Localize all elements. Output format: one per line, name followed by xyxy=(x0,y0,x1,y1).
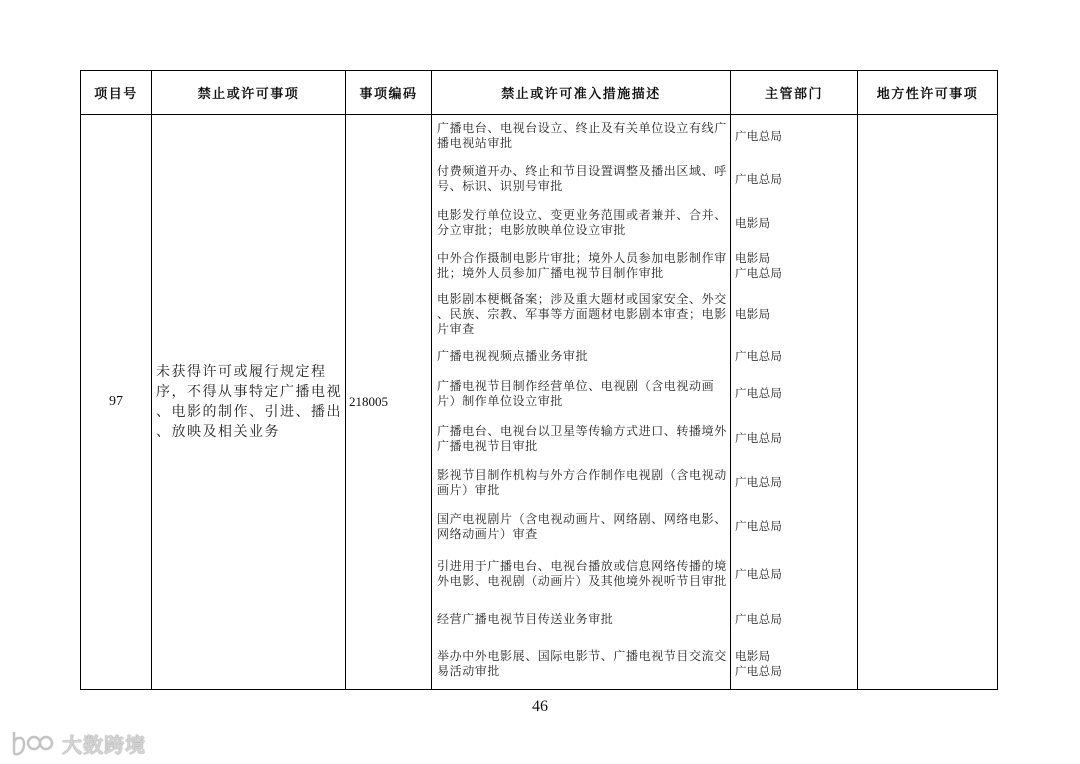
measure-description xyxy=(432,549,730,599)
brand-logo-icon xyxy=(8,728,56,758)
page-number: 46 xyxy=(532,698,548,715)
measure-description xyxy=(432,504,730,549)
measure-description-line: 引进用于广播电台、电视台播放或信息网络传播的境 xyxy=(437,559,727,573)
item-description-line: 序，不得从事特定广播电视 xyxy=(156,384,342,400)
measure-description-line: 举办中外电影展、国际电影节、广播电视节目交流交 xyxy=(437,649,727,663)
measure-description-line: 易活动审批 xyxy=(437,664,501,678)
measure-department xyxy=(731,416,857,461)
item-description-line: 、电影的制作、引进、播出 xyxy=(156,404,342,420)
departments-column xyxy=(731,115,858,689)
measure-description-line: 号、标识、识别号审批 xyxy=(437,179,564,193)
measure-description xyxy=(432,416,730,461)
item-description-line: 未获得许可或履行规定程 xyxy=(156,364,327,380)
header-item-number: 项目号 xyxy=(81,71,152,115)
measure-description-line: 电影发行单位设立、变更业务范围或者兼并、合并、 xyxy=(437,208,727,222)
department-name: 广电总局 xyxy=(735,475,783,489)
item-number: 97 xyxy=(81,115,152,689)
department-name: 广电总局 xyxy=(735,171,783,186)
measure-department xyxy=(731,504,857,549)
measure-description-line: 片）制作单位设立审批 xyxy=(437,393,564,408)
header-item: 禁止或许可事项 xyxy=(152,71,346,115)
measure-description xyxy=(432,157,730,201)
measure-description-line: 经营广播电视节目传送业务审批 xyxy=(437,611,614,626)
measure-description-line: 中外合作摄制电影片审批；境外人员参加电影制作审 xyxy=(437,251,727,265)
department-name: 广电总局 xyxy=(735,431,783,445)
department-name: 广电总局 xyxy=(735,566,783,581)
measure-description-line: 电影剧本梗概备案；涉及重大题材或国家安全、外交 xyxy=(437,291,727,306)
local-permit-cell xyxy=(858,115,997,689)
measure-description-line: 网络动画片）审查 xyxy=(437,526,538,541)
measure-description-line: 影视节目制作机构与外方合作制作电视剧（含电视动 xyxy=(437,467,727,482)
measure-description-line: 播电视站审批 xyxy=(437,136,513,150)
department-name: 广电总局 xyxy=(735,386,783,400)
measure-department xyxy=(731,639,857,689)
measure-description xyxy=(432,639,730,689)
header-local-permit: 地方性许可事项 xyxy=(858,71,997,115)
measure-description xyxy=(432,341,730,371)
measure-description-line: 广播电视节目制作经营单位、电视剧（含电视动画 xyxy=(437,378,715,393)
measure-department xyxy=(731,287,857,341)
watermark-text: 大数跨境 xyxy=(62,732,146,757)
measure-description xyxy=(432,115,730,157)
permit-table xyxy=(80,70,998,690)
measure-description-line: 付费频道开办、终止和节目设置调整及播出区域、呼 xyxy=(437,164,727,178)
measure-description-line: 分立审批；电影放映单位设立审批 xyxy=(437,223,627,237)
department-name: 电影局 xyxy=(735,251,771,265)
measure-department xyxy=(731,549,857,599)
measure-description xyxy=(432,201,730,245)
item-code: 218005 xyxy=(346,115,432,689)
measure-description xyxy=(432,461,730,504)
measures-column xyxy=(432,115,731,689)
measure-department xyxy=(731,461,857,504)
measure-department xyxy=(731,245,857,287)
measure-description-line: 、民族、宗教、军事等方面题材电影剧本审查；电影 xyxy=(437,306,727,321)
measure-department xyxy=(731,115,857,157)
header-code: 事项编码 xyxy=(346,71,432,115)
measure-description-line: 广播电视节目审批 xyxy=(437,438,538,453)
measure-description-line: 广播电台、电视台设立、终止及有关单位设立有线广 xyxy=(437,121,727,135)
measure-description xyxy=(432,245,730,287)
department-name: 广电总局 xyxy=(735,519,783,533)
measure-description-line: 广播电台、电视台以卫星等传输方式进口、转播境外 xyxy=(437,423,727,438)
measure-department xyxy=(731,157,857,201)
measure-description-line: 广播电视视频点播业务审批 xyxy=(437,348,589,363)
department-name: 电影局 xyxy=(735,649,771,663)
measure-department xyxy=(731,201,857,245)
measure-description-line: 片审查 xyxy=(437,321,475,336)
department-name: 广电总局 xyxy=(735,348,783,363)
measure-department xyxy=(731,341,857,371)
item-description xyxy=(152,115,346,689)
measure-description xyxy=(432,371,730,416)
header-department: 主管部门 xyxy=(731,71,858,115)
measure-description-line: 批；境外人员参加广播电视节目制作审批 xyxy=(437,266,664,280)
department-name: 广电总局 xyxy=(735,611,783,626)
measure-description-line: 画片）审批 xyxy=(437,482,501,497)
measure-description-line: 外电影、电视剧（动画片）及其他境外视听节目审批 xyxy=(437,574,727,588)
watermark xyxy=(8,726,146,760)
item-description-line: 、放映及相关业务 xyxy=(156,424,280,440)
measure-department xyxy=(731,371,857,416)
department-name: 广电总局 xyxy=(735,664,783,678)
measure-description xyxy=(432,599,730,639)
department-name: 电影局 xyxy=(735,215,771,230)
department-name: 广电总局 xyxy=(735,266,783,280)
measure-description xyxy=(432,287,730,341)
department-name: 电影局 xyxy=(735,306,771,321)
measure-department xyxy=(731,599,857,639)
measure-description-line: 国产电视剧片（含电视动画片、网络剧、网络电影、 xyxy=(437,511,727,526)
department-name: 广电总局 xyxy=(735,128,783,143)
header-measure-description: 禁止或许可准入措施描述 xyxy=(432,71,731,115)
